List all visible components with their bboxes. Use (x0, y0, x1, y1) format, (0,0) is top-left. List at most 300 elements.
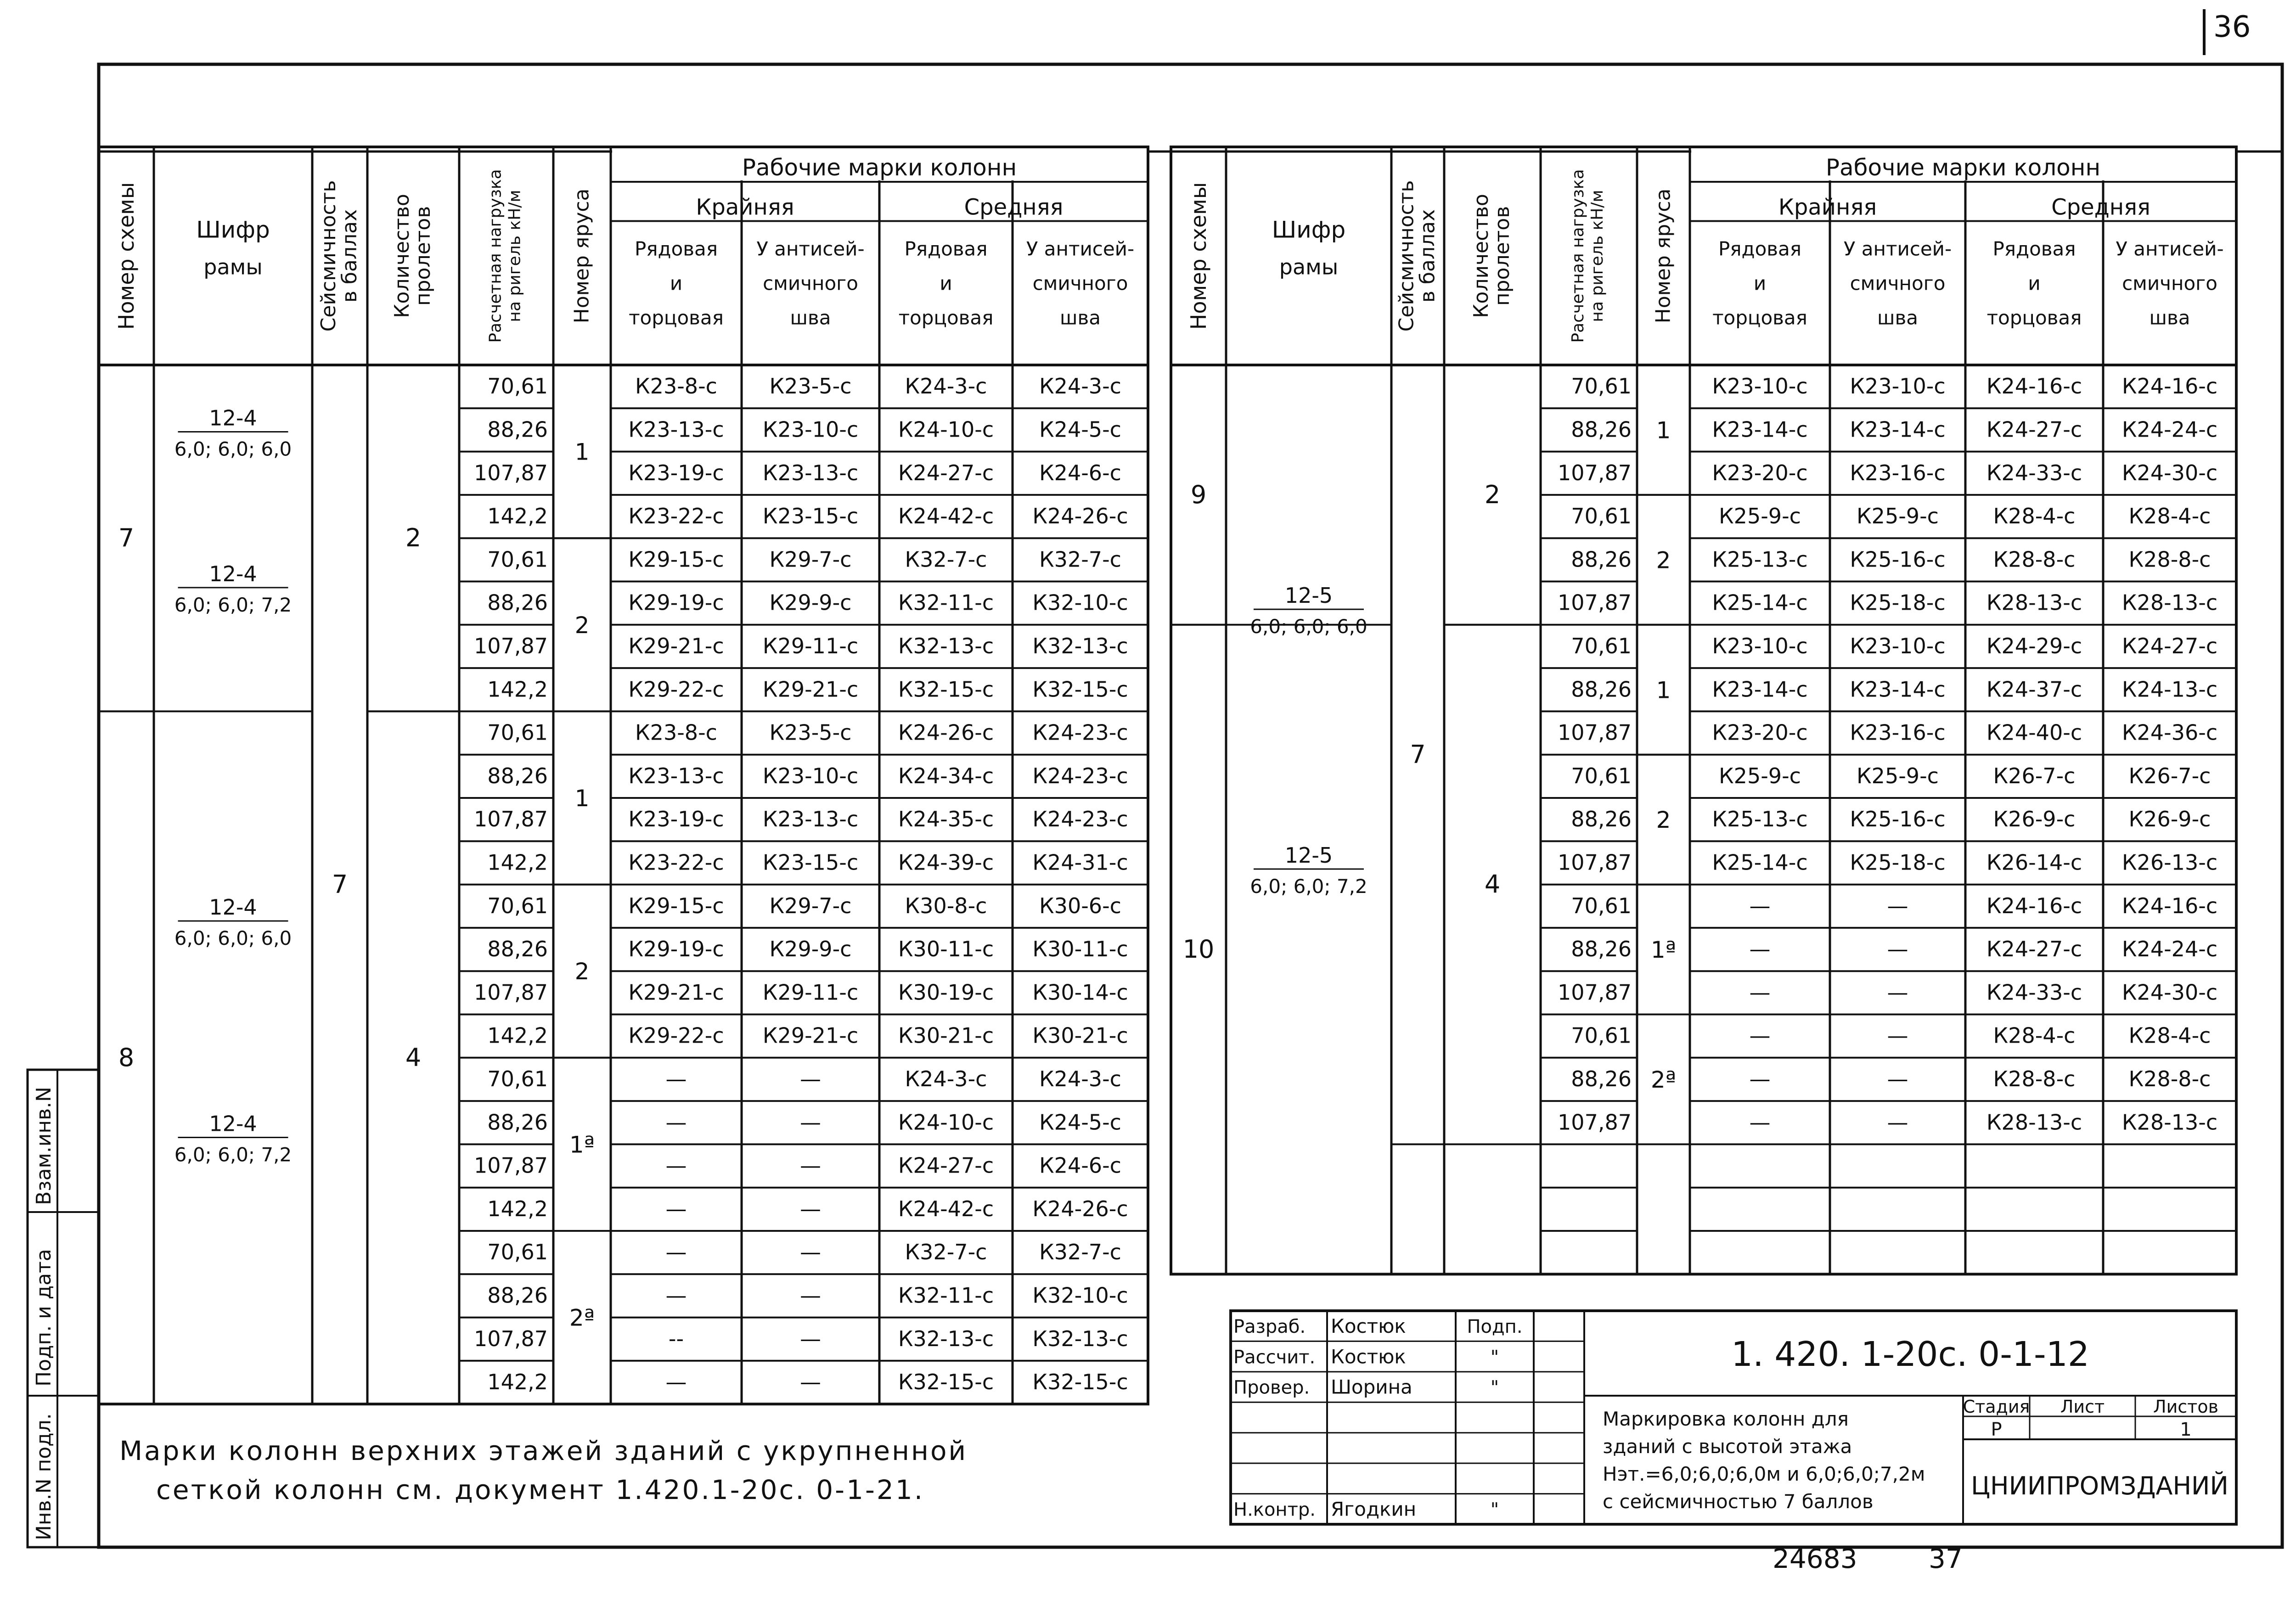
column-mark: -- (668, 1326, 684, 1351)
column-mark: К23-8-с (635, 374, 717, 399)
load-value: 70,61 (1571, 504, 1632, 529)
column-mark: — (665, 1110, 687, 1135)
frame-code-top: 12-4 (209, 405, 257, 431)
header-edge-columns: Крайняя (1778, 194, 1877, 220)
column-mark: К24-10-с (898, 417, 994, 442)
column-mark: К24-30-с (2122, 460, 2218, 485)
column-mark: К24-40-с (1986, 720, 2082, 745)
column-mark: — (800, 1240, 821, 1265)
header-load: Расчетная нагрузка (1569, 169, 1587, 343)
header-spans: пролетов (1491, 206, 1514, 306)
column-mark: — (1887, 937, 1908, 962)
column-mark: К29-21-с (628, 980, 724, 1005)
header-antiseismic-joint: шва (2149, 306, 2190, 329)
load-value: 142,2 (487, 504, 548, 529)
column-mark: К23-10-с (1850, 374, 1946, 399)
tier-number: 1 (574, 785, 590, 812)
frame-code-top: 12-4 (209, 561, 257, 586)
header-antiseismic-joint: У антисей- (2116, 237, 2224, 260)
header-row-end-columns: торцовая (898, 306, 994, 329)
load-value: 142,2 (487, 1196, 548, 1221)
title-block (1231, 1311, 2236, 1524)
header-seismic: Сейсмичность (317, 180, 340, 332)
column-mark: К24-27-с (2122, 634, 2218, 659)
load-value: 88,26 (1571, 807, 1632, 832)
column-mark: К28-4-с (1993, 1023, 2076, 1048)
column-mark: К23-10-с (1850, 634, 1946, 659)
header-row-end-columns: торцовая (1712, 306, 1807, 329)
header-middle-columns: Средняя (2051, 194, 2150, 220)
column-mark: К32-7-с (905, 547, 987, 572)
column-mark: — (800, 1196, 821, 1221)
header-working-marks: Рабочие марки колонн (742, 154, 1017, 181)
column-mark: К29-9-с (769, 590, 852, 615)
load-value: 88,26 (487, 1283, 548, 1308)
column-mark: К29-9-с (769, 937, 852, 962)
column-mark: — (665, 1153, 687, 1178)
column-mark: К23-13-с (762, 807, 859, 832)
column-mark: К24-5-с (1039, 417, 1121, 442)
column-mark: К32-11-с (898, 590, 994, 615)
column-mark: К29-7-с (769, 893, 852, 918)
header-antiseismic-joint: У антисей- (756, 237, 865, 260)
header-working-marks: Рабочие марки колонн (1825, 154, 2101, 181)
column-mark: — (800, 1067, 821, 1092)
header-row-end-columns: и (1753, 272, 1767, 295)
drawing-description: Маркировка колонн для (1603, 1408, 1849, 1430)
column-mark: К32-15-с (1032, 1370, 1128, 1395)
header-frame-code: Шифр (1272, 216, 1346, 243)
header-spans: Количество (390, 194, 414, 318)
note-line-1: Марки колонн верхних этажей зданий с укрупненной (119, 1435, 968, 1466)
organization-name: ЦНИИПРОМЗДАНИЙ (1971, 1471, 2228, 1500)
column-mark: К30-14-с (1032, 980, 1128, 1005)
load-value: 88,26 (1571, 1067, 1632, 1092)
column-mark: К24-27-с (898, 1153, 994, 1178)
column-mark: К28-8-с (2128, 1067, 2211, 1092)
bottom-page-number: 37 (1929, 1543, 1963, 1574)
column-mark: К24-27-с (1986, 937, 2082, 962)
column-mark: — (1887, 893, 1908, 918)
load-value: 70,61 (487, 893, 548, 918)
drawing-description: Нэт.=6,0;6,0;6,0м и 6,0;6,0;7,2м (1603, 1463, 1925, 1485)
column-mark: К23-19-с (628, 460, 724, 485)
column-mark: К24-3-с (1039, 374, 1121, 399)
column-mark: К29-21-с (762, 1023, 859, 1048)
column-mark: К28-8-с (1993, 547, 2076, 572)
column-mark: К30-19-с (898, 980, 994, 1005)
load-value: 88,26 (1571, 417, 1632, 442)
header-antiseismic-joint: У антисей- (1843, 237, 1952, 260)
load-value: 70,61 (1571, 634, 1632, 659)
tier-number: 2 (574, 958, 590, 985)
column-mark: К30-8-с (905, 893, 987, 918)
load-value: 88,26 (487, 590, 548, 615)
column-mark: — (665, 1283, 687, 1308)
frame-code-top: 12-4 (209, 1111, 257, 1136)
header-spans: Количество (1469, 194, 1493, 318)
header-load: на ригель кН/м (505, 190, 524, 322)
column-mark: — (800, 1153, 821, 1178)
column-mark: К23-13-с (628, 417, 724, 442)
tier-number: 2 (1656, 547, 1671, 574)
column-mark: К32-13-с (898, 1326, 994, 1351)
column-mark: К23-22-с (628, 850, 724, 875)
column-mark: К32-10-с (1032, 1283, 1128, 1308)
frame-code-bottom: 6,0; 6,0; 7,2 (1250, 875, 1367, 898)
sheets-label: Листов (2153, 1397, 2218, 1417)
span-count: 2 (405, 523, 422, 553)
frame-code-bottom: 6,0; 6,0; 7,2 (174, 1143, 292, 1166)
column-mark: К32-10-с (1032, 590, 1128, 615)
column-mark: К26-13-с (2122, 850, 2218, 875)
load-value: 107,87 (1558, 1110, 1632, 1135)
column-mark: К32-7-с (1039, 547, 1121, 572)
column-mark: К26-9-с (2128, 807, 2211, 832)
column-mark: К24-24-с (2122, 937, 2218, 962)
load-value: 142,2 (487, 1023, 548, 1048)
drawing-description: зданий с высотой этажа (1603, 1435, 1852, 1458)
column-mark: — (1887, 1023, 1908, 1048)
header-row-end-columns: Рядовая (634, 237, 718, 260)
load-value: 70,61 (1571, 893, 1632, 918)
column-mark: К29-22-с (628, 677, 724, 702)
column-mark: К23-19-с (628, 807, 724, 832)
load-value: 70,61 (1571, 763, 1632, 788)
column-mark: К30-11-с (898, 937, 994, 962)
frame-code-top: 12-5 (1284, 842, 1333, 868)
load-value: 70,61 (1571, 1023, 1632, 1048)
column-mark: К28-13-с (2122, 1110, 2218, 1135)
header-load: на ригель кН/м (1588, 190, 1607, 322)
load-value: 107,87 (1558, 850, 1632, 875)
tier-number: 1 (1656, 677, 1671, 704)
inventory-number: 24683 (1773, 1543, 1857, 1574)
column-mark: К24-27-с (1986, 417, 2082, 442)
header-tier: Номер яруса (570, 188, 594, 324)
document-code: 1. 420. 1-20с. 0-1-12 (1731, 1335, 2089, 1374)
column-mark: К24-5-с (1039, 1110, 1121, 1135)
column-mark: К29-11-с (762, 980, 859, 1005)
column-mark: К23-15-с (762, 850, 859, 875)
column-mark: К23-10-с (1712, 374, 1808, 399)
column-mark: — (1887, 1110, 1908, 1135)
column-mark: К32-15-с (898, 1370, 994, 1395)
column-mark: К24-3-с (905, 374, 987, 399)
column-mark: К32-7-с (905, 1240, 987, 1265)
span-count: 2 (1484, 480, 1501, 509)
load-value: 107,87 (1558, 590, 1632, 615)
title-name: Костюк (1331, 1314, 1406, 1337)
stage-label: Стадия (1963, 1397, 2030, 1417)
load-value: 107,87 (474, 460, 548, 485)
column-mark: К25-13-с (1712, 807, 1808, 832)
header-scheme-number: Номер схемы (114, 182, 139, 330)
column-mark: К24-16-с (2122, 374, 2218, 399)
column-mark: К32-13-с (1032, 634, 1128, 659)
load-value: 88,26 (1571, 547, 1632, 572)
load-value: 142,2 (487, 677, 548, 702)
column-mark: К23-10-с (762, 763, 859, 788)
title-role: Рассчит. (1233, 1347, 1316, 1368)
load-value: 70,61 (1571, 374, 1632, 399)
column-mark: К24-16-с (1986, 893, 2082, 918)
header-row-end-columns: Рядовая (1718, 237, 1802, 260)
frame-code-top: 12-5 (1284, 583, 1333, 608)
frame-code-bottom: 6,0; 6,0; 6,0 (174, 927, 292, 950)
column-mark: К24-13-с (2122, 677, 2218, 702)
tier-number: 2 (1656, 807, 1671, 834)
title-signature: " (1490, 1499, 1499, 1521)
column-mark: К24-16-с (2122, 893, 2218, 918)
span-count: 4 (1484, 870, 1501, 899)
column-mark: К25-9-с (1857, 763, 1939, 788)
column-mark: К26-14-с (1986, 850, 2082, 875)
column-mark: К28-13-с (1986, 1110, 2082, 1135)
column-mark: К32-15-с (1032, 677, 1128, 702)
note (119, 1435, 968, 1505)
header-seismic: в баллах (1416, 209, 1440, 303)
stamp-original-inventory: Инв.N подл. (32, 1413, 56, 1540)
column-mark: К24-33-с (1986, 980, 2082, 1005)
column-mark: К23-22-с (628, 504, 724, 529)
column-mark: К28-8-с (2128, 547, 2211, 572)
column-mark: К23-14-с (1850, 417, 1946, 442)
column-mark: К23-13-с (628, 763, 724, 788)
load-value: 88,26 (487, 937, 548, 962)
column-mark: К23-14-с (1712, 677, 1808, 702)
stamp-signature-date: Подп. и дата (32, 1249, 56, 1387)
column-mark: К30-6-с (1039, 893, 1121, 918)
title-name: Ягодкин (1331, 1498, 1417, 1521)
title-role: Разраб. (1233, 1316, 1306, 1337)
column-mark: К24-23-с (1032, 763, 1128, 788)
column-mark: — (665, 1370, 687, 1395)
tier-number: 1ª (569, 1131, 595, 1158)
load-value: 107,87 (474, 634, 548, 659)
column-mark: К26-7-с (1993, 763, 2076, 788)
column-mark: К29-19-с (628, 590, 724, 615)
column-mark: К24-16-с (1986, 374, 2082, 399)
header-tier: Номер яруса (1651, 188, 1675, 324)
load-value: 70,61 (487, 720, 548, 745)
header-antiseismic-joint: шва (1877, 306, 1918, 329)
column-mark: К24-10-с (898, 1110, 994, 1135)
header-scheme-number: Номер схемы (1186, 182, 1211, 330)
column-mark: — (1887, 1067, 1908, 1092)
header-row-end-columns: и (940, 272, 952, 295)
header-frame-code: Шифр (196, 216, 270, 243)
load-value: 107,87 (474, 1326, 548, 1351)
column-mark: — (800, 1283, 821, 1308)
header-spans: пролетов (411, 206, 435, 306)
header-middle-columns: Средняя (964, 194, 1064, 220)
title-role: Н.контр. (1233, 1499, 1316, 1521)
column-mark: К25-9-с (1719, 504, 1801, 529)
column-mark: — (1887, 980, 1908, 1005)
column-mark: — (665, 1196, 687, 1221)
side-stamp (28, 1070, 99, 1547)
column-mark: К28-8-с (1993, 1067, 2076, 1092)
header-antiseismic-joint: смичного (2122, 272, 2217, 295)
column-mark: К28-13-с (2122, 590, 2218, 615)
column-mark: К30-21-с (1032, 1023, 1128, 1048)
column-mark: К25-9-с (1719, 763, 1801, 788)
frame-code-top: 12-4 (209, 895, 257, 920)
column-mark: К24-39-с (898, 850, 994, 875)
column-mark: К30-21-с (898, 1023, 994, 1048)
header-edge-columns: Крайняя (696, 194, 794, 220)
load-value: 107,87 (474, 807, 548, 832)
load-value: 88,26 (1571, 677, 1632, 702)
column-mark: К24-30-с (2122, 980, 2218, 1005)
column-mark: К29-19-с (628, 937, 724, 962)
column-mark: К23-8-с (635, 720, 717, 745)
column-mark: К29-21-с (628, 634, 724, 659)
load-value: 88,26 (487, 763, 548, 788)
column-mark: К26-7-с (2128, 763, 2211, 788)
column-mark: К24-29-с (1986, 634, 2082, 659)
load-value: 70,61 (487, 374, 548, 399)
frame-code-bottom: 6,0; 6,0; 6,0 (1250, 615, 1367, 638)
tier-number: 2ª (1650, 1066, 1677, 1093)
load-value: 88,26 (487, 417, 548, 442)
column-mark: К24-23-с (1032, 720, 1128, 745)
header-antiseismic-joint: У антисей- (1026, 237, 1135, 260)
column-mark: К25-16-с (1850, 807, 1946, 832)
title-name: Костюк (1331, 1345, 1406, 1368)
column-mark: — (1749, 893, 1771, 918)
stage-value: Р (1991, 1419, 2002, 1440)
scheme-number: 8 (118, 1043, 135, 1072)
column-mark: К23-14-с (1712, 417, 1808, 442)
tier-number: 2 (574, 612, 590, 639)
column-mark: К23-20-с (1712, 720, 1808, 745)
load-value: 70,61 (487, 1240, 548, 1265)
column-mark: К23-10-с (762, 417, 859, 442)
seismic-value: 7 (332, 870, 348, 899)
column-mark: К24-3-с (1039, 1067, 1121, 1092)
tier-number: 1 (1656, 417, 1671, 444)
header-row-end-columns: и (2028, 272, 2041, 295)
title-signature: " (1490, 1377, 1499, 1398)
column-mark: К24-23-с (1032, 807, 1128, 832)
header-antiseismic-joint: смичного (1032, 272, 1128, 295)
column-mark: К24-26-с (1032, 1196, 1128, 1221)
column-mark: К28-4-с (2128, 504, 2211, 529)
column-mark: — (800, 1326, 821, 1351)
column-mark: — (1749, 937, 1771, 962)
column-mark: К32-15-с (898, 677, 994, 702)
column-mark: К30-11-с (1032, 937, 1128, 962)
load-value: 107,87 (1558, 720, 1632, 745)
load-value: 142,2 (487, 850, 548, 875)
column-mark: К23-16-с (1850, 460, 1946, 485)
sheets-value: 1 (2180, 1419, 2192, 1440)
column-mark: К32-11-с (898, 1283, 994, 1308)
column-mark: К23-20-с (1712, 460, 1808, 485)
column-mark: К28-13-с (1986, 590, 2082, 615)
column-mark: К32-7-с (1039, 1240, 1121, 1265)
column-mark: К32-13-с (1032, 1326, 1128, 1351)
column-mark: К28-4-с (2128, 1023, 2211, 1048)
column-mark: К24-42-с (898, 504, 994, 529)
left-marks-table (99, 147, 1148, 1404)
column-mark: К24-3-с (905, 1067, 987, 1092)
column-mark: — (1749, 980, 1771, 1005)
column-mark: К29-11-с (762, 634, 859, 659)
column-mark: К23-10-с (1712, 634, 1808, 659)
column-mark: К24-26-с (898, 720, 994, 745)
title-signature: Подп. (1467, 1316, 1523, 1337)
column-mark: К23-15-с (762, 504, 859, 529)
column-mark: К29-15-с (628, 547, 724, 572)
title-name: Шорина (1331, 1375, 1412, 1398)
column-mark: К25-18-с (1850, 850, 1946, 875)
header-row-end-columns: торцовая (629, 306, 724, 329)
column-mark: К24-24-с (2122, 417, 2218, 442)
load-value: 142,2 (487, 1370, 548, 1395)
column-mark: К24-6-с (1039, 1153, 1121, 1178)
column-mark: К24-35-с (898, 807, 994, 832)
note-line-2: сеткой колонн см. документ 1.420.1-20с. 0-1-21. (156, 1474, 925, 1505)
header-frame-code: рамы (203, 254, 263, 280)
column-mark: К23-5-с (769, 720, 852, 745)
column-mark: К25-14-с (1712, 590, 1808, 615)
header-row-end-columns: Рядовая (1992, 237, 2076, 260)
right-marks-table (1171, 147, 2236, 1274)
column-mark: К24-42-с (898, 1196, 994, 1221)
header-antiseismic-joint: смичного (1850, 272, 1946, 295)
scheme-number: 9 (1190, 480, 1207, 509)
header-row-end-columns: и (670, 272, 683, 295)
column-mark: К24-36-с (2122, 720, 2218, 745)
span-count: 4 (405, 1043, 422, 1072)
stamp-replacement-inventory: Взам.инв.N (32, 1087, 56, 1205)
column-mark: К23-14-с (1850, 677, 1946, 702)
frame-code-bottom: 6,0; 6,0; 7,2 (174, 593, 292, 616)
column-mark: К32-13-с (898, 634, 994, 659)
header-antiseismic-joint: шва (790, 306, 831, 329)
tier-number: 2ª (569, 1304, 595, 1331)
column-mark: К24-6-с (1039, 460, 1121, 485)
column-mark: К29-15-с (628, 893, 724, 918)
load-value: 107,87 (474, 1153, 548, 1178)
column-mark: — (665, 1240, 687, 1265)
header-row-end-columns: Рядовая (904, 237, 988, 260)
column-mark: К24-27-с (898, 460, 994, 485)
header-antiseismic-joint: шва (1060, 306, 1101, 329)
load-value: 70,61 (487, 1067, 548, 1092)
column-mark: К24-34-с (898, 763, 994, 788)
column-mark: К29-7-с (769, 547, 852, 572)
column-mark: К25-16-с (1850, 547, 1946, 572)
header-frame-code: рамы (1279, 254, 1339, 280)
column-mark: К25-14-с (1712, 850, 1808, 875)
column-mark: К29-22-с (628, 1023, 724, 1048)
column-mark: — (1749, 1023, 1771, 1048)
seismic-value: 7 (1410, 740, 1426, 769)
header-antiseismic-joint: смичного (763, 272, 858, 295)
load-value: 107,87 (1558, 980, 1632, 1005)
column-mark: К23-16-с (1850, 720, 1946, 745)
load-value: 70,61 (487, 547, 548, 572)
column-mark: К28-4-с (1993, 504, 2076, 529)
load-value: 107,87 (474, 980, 548, 1005)
column-mark: К24-33-с (1986, 460, 2082, 485)
column-mark: К24-31-с (1032, 850, 1128, 875)
page-number: 36 (2213, 10, 2251, 44)
